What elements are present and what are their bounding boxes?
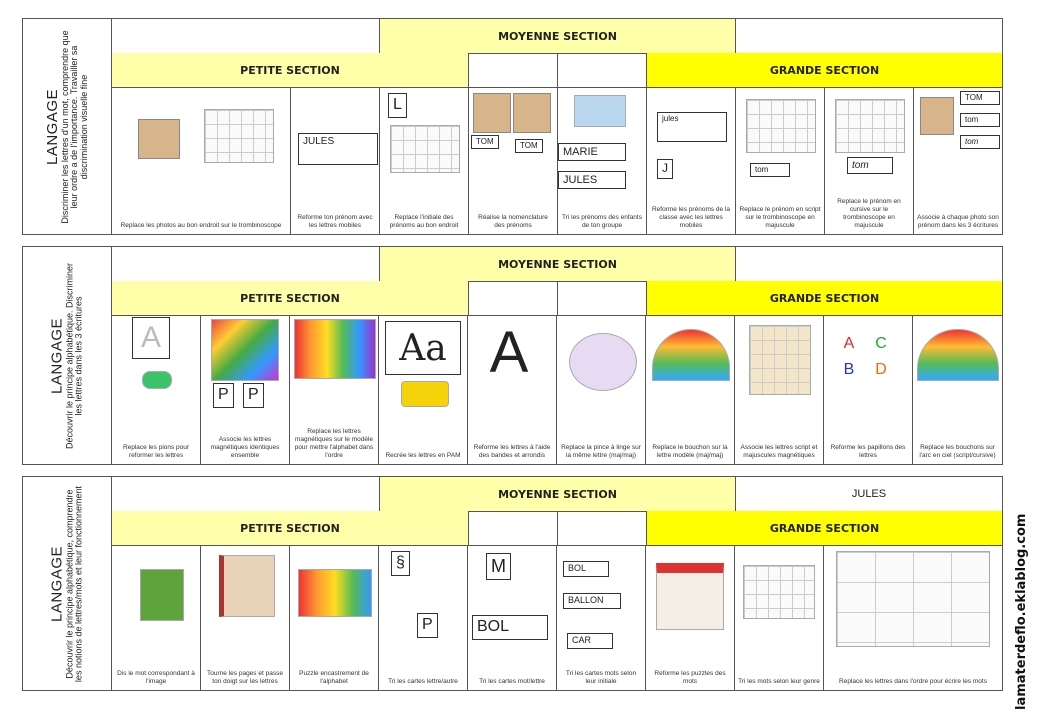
trombinoscope-image [390,125,460,173]
letter-model: A [132,317,170,359]
moyenne-section-header: MOYENNE SECTION [379,477,735,511]
caption: Replace les lettres dans l'ordre pour écrire les mots [839,677,987,685]
image-word-cards [836,551,990,647]
caption: Tri les cartes lettre/autre [388,677,458,685]
name-card: JULES [558,171,626,189]
petite-section-header: PETITE SECTION [111,281,468,315]
caption: Reforme les prénoms de la classe avec les lettres mobiles [651,205,731,229]
word-card: CAR [567,633,613,649]
trombinoscope-image [746,99,816,153]
name-card: tom [960,135,1000,149]
alphabet-model-image [294,319,376,379]
picture-book-image [140,569,184,621]
word-cards-image [743,565,815,619]
name-card: TOM [515,139,543,153]
child-photo [138,119,180,159]
caption: Tri les mots selon leur genre [738,677,820,685]
letter-wheel-image [569,333,637,391]
side-label [23,477,112,690]
caption: Replace le prénom en script sur le trombinoscope en majuscule [739,205,821,229]
child-photo [920,97,954,135]
name-card: tom [750,163,790,177]
table-block-3 [22,476,1003,691]
butterfly-letter: C [870,333,892,355]
letter-tiles-image [749,325,811,395]
rainbow-caps-image [652,329,730,381]
alphabet-book-image [219,555,275,617]
sorting-card: M [486,553,511,580]
word-card: BALLON [563,593,621,609]
name-card: tom [847,157,893,174]
caption: Associe à chaque photo son prénom dans les 3 écritures [917,213,999,229]
caption: Tourne les pages et passe ton doigt sur les lettres [207,669,283,685]
green-tokens-image [142,371,172,389]
activity-cell [111,87,290,234]
caption: Tri les prénoms des enfants de ton groupe [562,213,642,229]
name-card: tom [960,113,1000,127]
sorting-card: § [391,551,410,576]
caption: Replace les pions pour reformer les lettres [122,443,190,459]
child-photo [473,93,511,133]
grande-section-header: GRANDE SECTION [646,511,1002,545]
sorting-card: P [417,613,438,638]
name-label: JULES [298,133,378,165]
moyenne-section-header: MOYENNE SECTION [379,19,735,53]
play-dough-image [401,381,449,407]
petite-section-header: PETITE SECTION [111,53,468,87]
word-puzzles-image [656,563,724,630]
butterfly-letter: D [870,359,892,381]
trombinoscope-image [835,99,905,153]
trombinoscope-image [204,109,274,163]
caption: Replace les photos au bon endroit sur le trombinoscope [120,221,282,229]
caption: Replace les bouchons sur l'arc en ciel (script/cursive) [919,443,996,459]
block-title: LANGAGE [48,545,66,622]
side-label [23,19,112,234]
caption: Tri les cartes mot/lettre [479,677,545,685]
site-watermark: lamaterdeflo.eklablog.com [1014,513,1029,710]
block-subtitle: Découvrir le principe alphabétique, comprendre les notions de lettres/mots et leur fonctionnement [64,485,84,682]
child-photo [513,93,551,133]
sorting-card: BOL [472,615,548,640]
word-card: BOL [563,561,609,577]
block-title: LANGAGE [43,88,61,165]
alphabet-puzzle-image [298,569,372,617]
rainbow-caps-image [917,329,999,381]
name-label: jules [657,112,727,142]
caption: Associe les lettres script et majuscules magnétiques [740,443,818,459]
letter-model: A [484,319,534,385]
name-card: TOM [960,91,1000,105]
caption: Reforme les papillons des lettres [830,443,906,459]
caption: Replace la pince à linge sur la même lettre (maj/maj) [561,443,641,459]
caption: Replace l'initiale des prénoms au bon endroit [389,213,459,229]
caption: Replace le prénom en cursive sur le trombinoscope en majuscule [837,197,901,229]
moyenne-section-header: MOYENNE SECTION [379,247,735,281]
caption: Recrée les lettres en PAM [385,451,461,459]
caption: Replace le bouchon sur la lettre modèle (maj/maj) [652,443,728,459]
table-block-1 [22,18,1003,235]
block-title: LANGAGE [48,317,66,394]
caption: Tri les cartes mots selon leur initiale [565,669,637,685]
initial-card: J [657,159,673,179]
caption: Reforme les lettres à l'aide des bandes et arrondis [473,443,551,459]
petite-section-header: PETITE SECTION [111,511,468,545]
magnetic-letters-image [211,319,279,381]
caption: Puzzle encastrement de l'alphabet [299,669,369,685]
caption: Dis le mot correspondant à l'image [117,669,195,685]
table-block-2 [22,246,1003,465]
butterfly-letter: A [838,333,860,355]
caption: Reforme les puzzles des mots [654,669,726,685]
initial-card: L [388,93,407,118]
sorting-tray-image [574,95,626,127]
side-label [23,247,112,464]
name-card: TOM [471,135,499,149]
block-subtitle: Discriminer les lettres d'un mot, comprendre que leur ordre a de l'importance. Travailler sa discrimination visuelle fine [59,29,89,224]
block-subtitle: Découvrir le principe alphabétique. Discriminer les lettres dans les 3 écritures [64,262,84,449]
letter-model: Aa [385,321,461,375]
letter-card: P [243,383,264,408]
caption: Reforme ton prénom avec les lettres mobiles [297,213,373,229]
jules-note: JULES [735,477,1002,511]
letter-card: P [213,383,234,408]
caption: Associe les lettres magnétiques identiques ensemble [210,435,280,459]
name-card: MARIE [558,143,626,161]
butterfly-letter: B [838,359,860,381]
grande-section-header: GRANDE SECTION [646,281,1002,315]
caption: Replace les lettres magnétiques sur le modèle pour mettre l'alphabet dans l'ordre [294,427,374,459]
grande-section-header: GRANDE SECTION [646,53,1002,87]
caption: Réalise la nomenclature des prénoms [478,213,548,229]
